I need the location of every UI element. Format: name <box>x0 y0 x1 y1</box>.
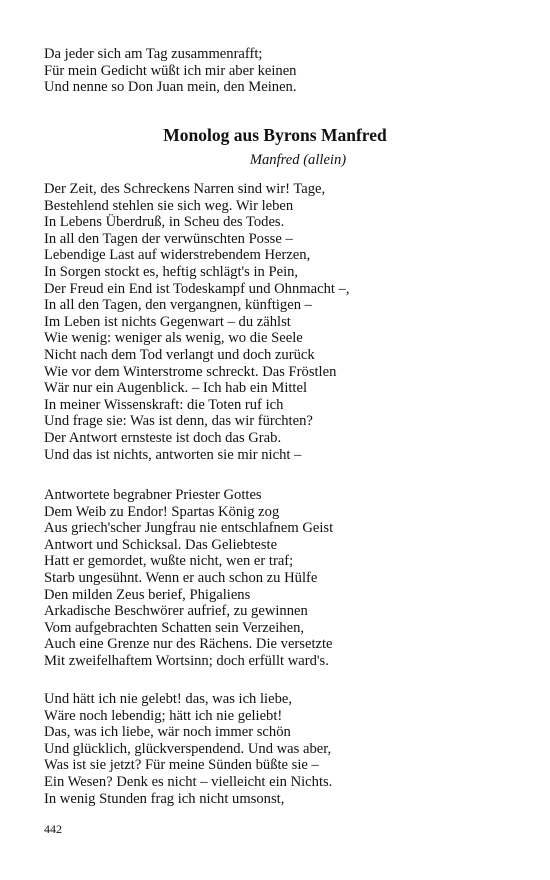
verse-line: Da jeder sich am Tag zusammenrafft; <box>44 46 263 62</box>
verse-line: Aus griech'scher Jungfrau nie entschlafnem Geist <box>44 520 334 537</box>
verse-line: Den milden Zeus berief, Phigaliens <box>44 586 251 603</box>
verse-line: Lebendige Last auf widerstrebendem Herzen, <box>44 247 311 264</box>
verse-line: In meiner Wissenskraft: die Toten ruf ich <box>44 396 284 413</box>
verse-line: Der Freud ein End ist Todeskampf und Ohnmacht –, <box>44 280 350 297</box>
verse-line: Vom aufgebrachten Schatten sein Verzeihen, <box>44 619 305 636</box>
verse-line: Antwortete begrabner Priester Gottes <box>44 487 262 503</box>
stanza-1 <box>44 181 514 463</box>
verse-line: Starb ungesühnt. Wenn er auch schon zu Hülfe <box>44 569 318 586</box>
verse-line: Und hätt ich nie gelebt! das, was ich liebe, <box>44 691 293 707</box>
verse-line: Dem Weib zu Endor! Spartas König zog <box>44 503 280 520</box>
verse-line: Arkadische Beschwörer aufrief, zu gewinnen <box>44 603 308 620</box>
verse-line: In all den Tagen, den vergangnen, künftigen – <box>44 297 312 314</box>
page-number: 442 <box>44 822 62 836</box>
verse-line: In Sorgen stockt es, heftig schlägt's in Pein, <box>44 263 299 280</box>
poem-title: Monolog aus Byrons Manfred <box>163 125 387 145</box>
verse-line: Im Leben ist nichts Gegenwart – du zählst <box>44 313 291 330</box>
verse-line: Nicht nach dem Tod verlangt und doch zurück <box>44 346 315 363</box>
verse-line: Und glücklich, glückverspendend. Und was aber, <box>44 740 332 757</box>
verse-line: Für mein Gedicht wüßt ich mir aber keinen <box>44 62 297 79</box>
verse-line: Auch eine Grenze nur des Rächens. Die versetzte <box>44 636 333 653</box>
verse-line: Der Zeit, des Schreckens Narren sind wir! Tage, <box>44 181 326 197</box>
verse-line: Der Antwort ernsteste ist doch das Grab. <box>44 429 282 446</box>
verse-line: Und nenne so Don Juan mein, den Meinen. <box>44 79 297 96</box>
verse-line: Antwort und Schicksal. Das Geliebteste <box>44 536 278 553</box>
verse-line: Das, was ich liebe, wär noch immer schön <box>44 724 291 741</box>
verse-line: Und das ist nichts, antworten sie mir nicht – <box>44 446 302 463</box>
poem-subtitle: Manfred (allein) <box>249 152 347 168</box>
verse-line: Wie wenig: weniger als wenig, wo die Seele <box>44 330 303 347</box>
verse-line: Hatt er gemordet, wußte nicht, wen er traf; <box>44 553 294 570</box>
verse-line: Was ist sie jetzt? Für meine Sünden büßte sie – <box>44 757 319 774</box>
verse-line: Bestehlend stehlen sie sich weg. Wir leben <box>44 197 294 214</box>
verse-line: In wenig Stunden frag ich nicht umsonst, <box>44 790 285 807</box>
verse-line: In Lebens Überdruß, in Scheu des Todes. <box>44 214 285 231</box>
verse-line: Mit zweifelhaftem Wortsinn; doch erfüllt ward's. <box>44 652 329 669</box>
verse-line: In all den Tagen der verwünschten Posse – <box>44 230 293 247</box>
verse-line: Wie vor dem Winterstrome schreckt. Das Fröstlen <box>44 363 337 380</box>
verse-line: Wäre noch lebendig; hätt ich nie geliebt! <box>44 707 283 724</box>
stanza-3 <box>44 691 514 807</box>
verse-line: Wär nur ein Augenblick. – Ich hab ein Mittel <box>44 380 308 397</box>
intro-stanza <box>44 46 514 96</box>
verse-line: Und frage sie: Was ist denn, das wir fürchten? <box>44 413 313 430</box>
stanza-2 <box>44 487 514 670</box>
verse-line: Ein Wesen? Denk es nicht – vielleicht ein Nichts. <box>44 773 333 790</box>
